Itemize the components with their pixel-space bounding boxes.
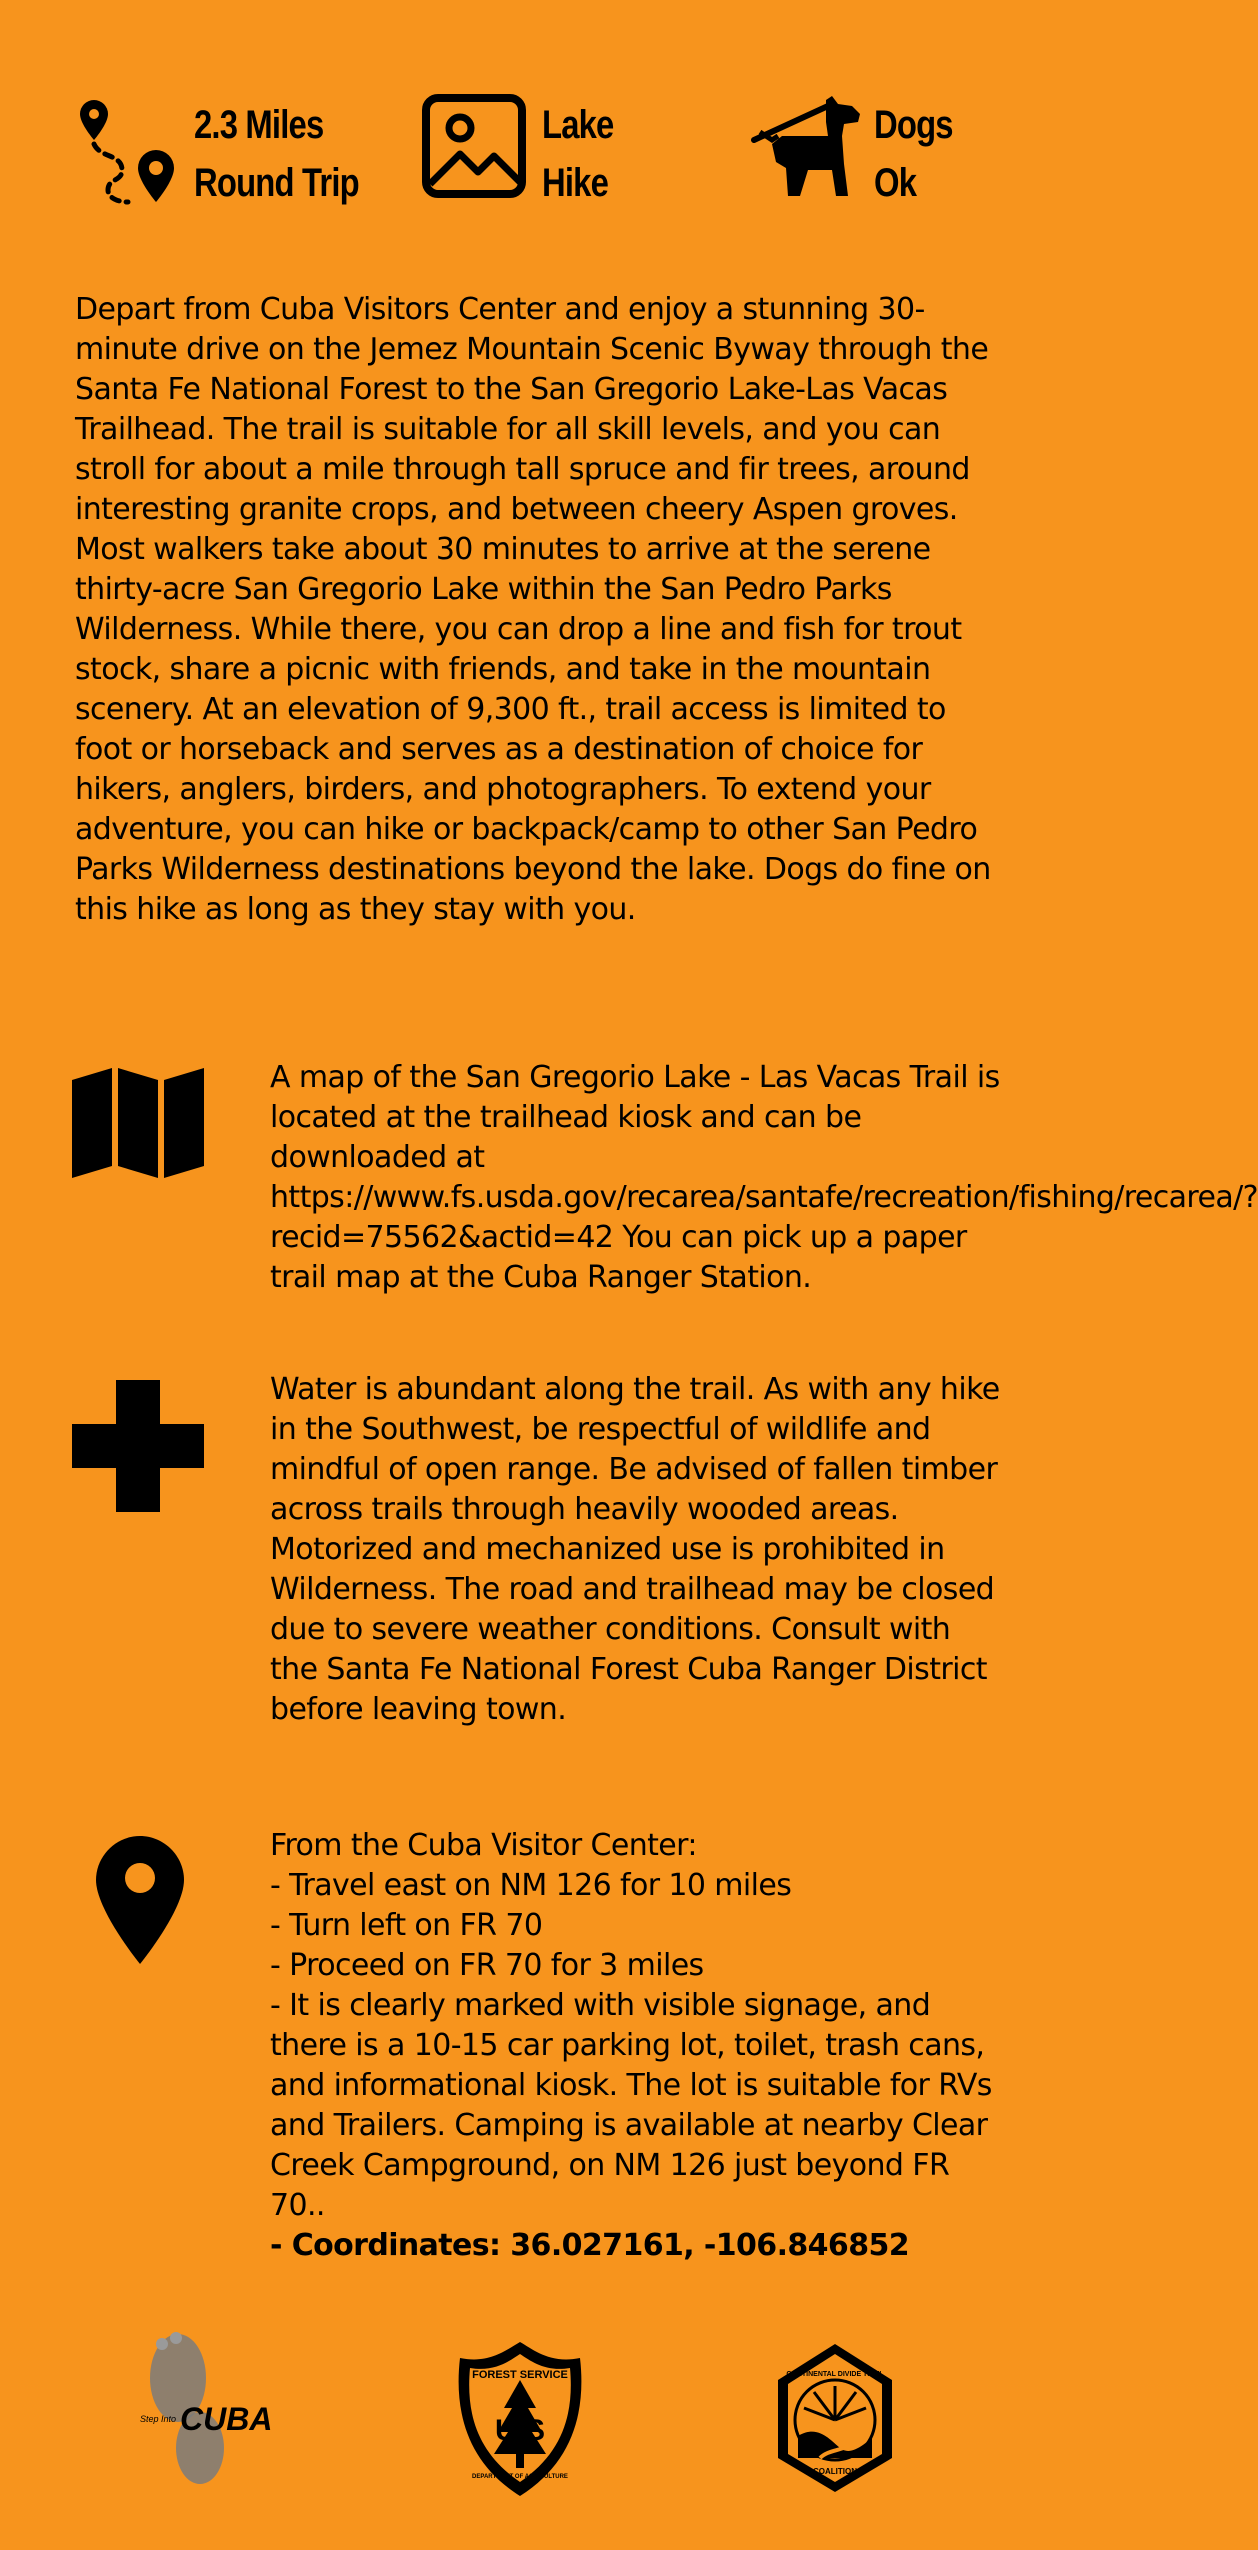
directions-step: - Turn left on FR 70 xyxy=(270,1908,543,1943)
logo-cuba-text: CUBA xyxy=(180,2401,273,2437)
logo-fs-top: FOREST SERVICE xyxy=(472,2369,568,2381)
directions-heading: From the Cuba Visitor Center: xyxy=(270,1828,697,1863)
forest-service-shield-logo xyxy=(450,2340,590,2500)
directions-step: - It is clearly marked with visible signage, and there is a 10-15 car parking lot, toilet, trash cans, and informational kiosk. The lot is suitable for RVs and Trailers. Camping is available at nearby Clear Creek Campground, on NM 126 just beyond FR 70.. xyxy=(270,1988,1001,2223)
continental-divide-trail-logo xyxy=(770,2340,900,2496)
stat-dogs-line1: Dogs xyxy=(874,103,953,147)
logo-fs-letters: U S xyxy=(494,2414,546,2447)
directions-step: - Travel east on NM 126 for 10 miles xyxy=(270,1868,792,1903)
logo-cdt-top: CONTINENTAL DIVIDE TRAIL xyxy=(786,2371,884,2378)
intro-text: Depart from Cuba Visitors Center and enjoy a stunning 30-minute drive on the Jemez Mountain Scenic Byway through the Santa Fe National Forest to the San Gregorio Lake-Las Vacas Trailhead. The trail is suitable for all skill levels, and you can stroll for about a mile through tall spruce and fir trees, around interesting granite crops, and between cheery Aspen groves. Most walkers take about 30 minutes to arrive at the serene thirty-acre San Gregorio Lake within the San Pedro Parks Wilderness. While there, you can drop a line and fish for trout stock, share a picnic with friends, and take in the mountain scenery. At an elevation of 9,300 ft., trail access is limited to foot or horseback and serves as a destination of choice for hikers, anglers, birders, and photographers. To extend your adventure, you can hike or backpack/camp to other San Pedro Parks Wilderness destinations beyond the lake. Dogs do fine on this hike as long as they stay with you. xyxy=(75,292,991,927)
stat-distance-unit: Round Trip xyxy=(194,161,359,205)
logo-cdt-bottom: COALITION xyxy=(813,2467,857,2476)
plus-cross-icon xyxy=(72,1380,204,1512)
stat-dogs xyxy=(752,92,970,212)
logo-cuba-small: Step Into xyxy=(140,2414,177,2424)
stat-distance xyxy=(72,92,395,212)
route-pin-icon xyxy=(72,92,192,212)
folded-map-icon xyxy=(72,1068,204,1178)
logo-fs-bottom: DEPARTMENT OF AGRICULTURE xyxy=(472,2474,568,2480)
landscape-photo-icon xyxy=(420,92,540,212)
intro-description xyxy=(75,290,995,930)
safety-text: Water is abundant along the trail. As with any hike in the Southwest, be respectful of wildlife and mindful of open range. Be advised of fallen timber across trails through heavily wooded areas. Motorized and mechanized use is prohibited in Wilderness. The road and trailhead may be closed due to severe weather conditions. Consult with the Santa Fe National Forest Cuba Ranger District before leaving town. xyxy=(270,1372,1009,1727)
stat-type-line1: Lake xyxy=(542,103,614,147)
dog-leash-icon xyxy=(752,92,872,212)
step-into-cuba-logo xyxy=(130,2330,280,2490)
location-pin-icon xyxy=(96,1836,184,1964)
stat-dogs-line2: Ok xyxy=(874,161,917,205)
stat-hike-type xyxy=(420,92,629,212)
map-info-text: A map of the San Gregorio Lake - Las Vacas Trail is located at the trailhead kiosk and can be downloaded at https://www.fs.usda.gov/recarea/santafe/recreation/fishing/recarea/?recid=75562&actid=42 You can pick up a paper trail map at the Cuba Ranger Station. xyxy=(270,1060,1258,1295)
coordinates: - Coordinates: 36.027161, -106.846852 xyxy=(270,2228,910,2263)
stat-distance-value: 2.3 Miles xyxy=(194,103,324,147)
directions-step: - Proceed on FR 70 for 3 miles xyxy=(270,1948,704,1983)
stat-type-line2: Hike xyxy=(542,161,609,205)
